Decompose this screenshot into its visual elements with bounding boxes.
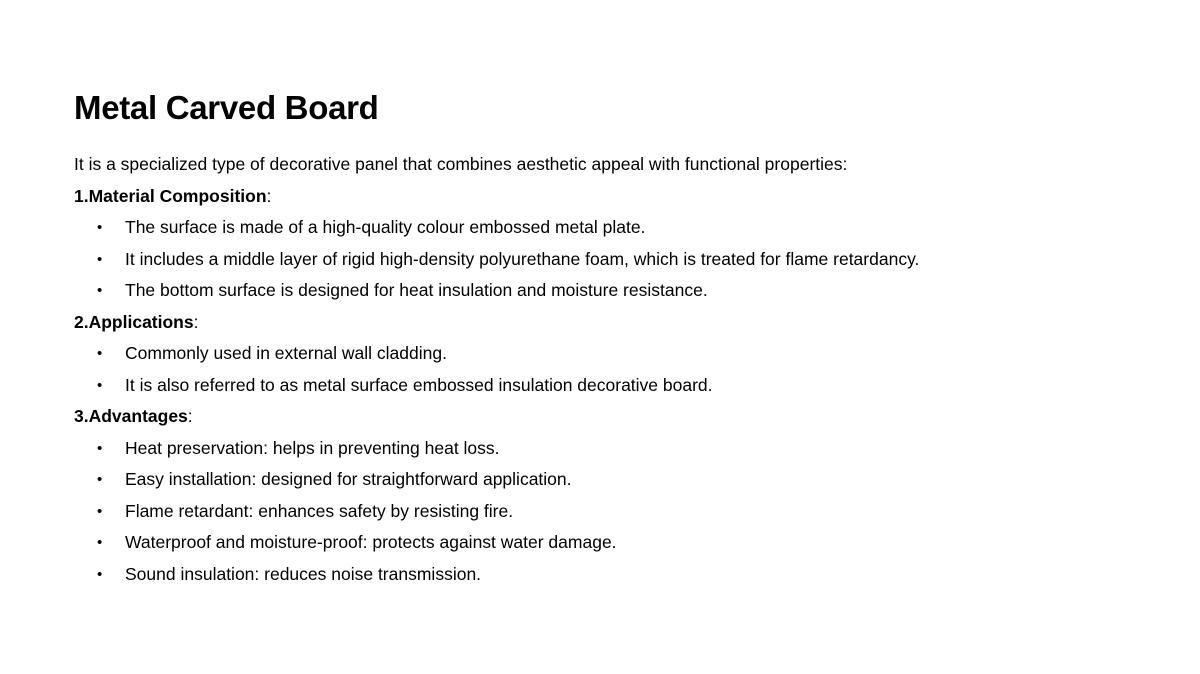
section-heading-label: 2.Applications <box>74 311 194 332</box>
section-heading-colon: : <box>193 311 199 332</box>
bullet-icon: • <box>97 565 103 583</box>
list-item-text: It includes a middle layer of rigid high-density polyurethane foam, which is treated for flame retardancy. <box>125 248 920 269</box>
bullet-icon: • <box>97 250 103 268</box>
section-heading-label: 3.Advantages <box>74 406 188 426</box>
page-title: Metal Carved Board <box>74 89 379 126</box>
bullet-icon: • <box>97 219 103 236</box>
list-item <box>74 212 1140 244</box>
bullet-icon: • <box>97 345 103 362</box>
bullet-icon: • <box>97 282 103 299</box>
list-item <box>74 559 1140 591</box>
bullet-icon: • <box>97 502 103 520</box>
list-item-text: Waterproof and moisture-proof: protects against water damage. <box>125 532 617 552</box>
bullet-icon: • <box>97 471 103 488</box>
list-item-text: The bottom surface is designed for heat insulation and moisture resistance. <box>125 280 708 300</box>
list-item-text: Commonly used in external wall cladding. <box>125 343 447 363</box>
bullet-icon: • <box>97 439 103 457</box>
bullet-icon: • <box>97 534 103 551</box>
list-item-text: The surface is made of a high-quality colour embossed metal plate. <box>125 217 646 237</box>
list-item-text: It is also referred to as metal surface embossed insulation decorative board. <box>125 374 713 395</box>
list-item <box>74 464 1140 496</box>
section-heading-applications <box>74 307 1140 339</box>
document-content <box>74 88 1140 590</box>
list-item-text: Heat preservation: helps in preventing heat loss. <box>125 437 500 458</box>
list-item <box>74 496 1140 528</box>
section-heading-advantages <box>74 401 1140 433</box>
list-item <box>74 433 1140 465</box>
list-item-text: Easy installation: designed for straightforward application. <box>125 469 572 489</box>
section-heading-colon: : <box>266 185 272 206</box>
list-item <box>74 527 1140 559</box>
section-heading-material-composition <box>74 181 1140 213</box>
bullet-icon: • <box>97 376 103 394</box>
list-item-text: Flame retardant: enhances safety by resisting fire. <box>125 500 514 521</box>
intro-paragraph: It is a specialized type of decorative panel that combines aesthetic appeal with functional properties: <box>74 154 848 174</box>
section-heading-colon: : <box>187 406 193 426</box>
list-item <box>74 244 1140 276</box>
section-heading-label: 1.Material Composition <box>74 185 267 206</box>
list-item <box>74 338 1140 370</box>
list-item-text: Sound insulation: reduces noise transmission. <box>125 563 482 584</box>
list-item <box>74 275 1140 307</box>
list-item <box>74 370 1140 402</box>
